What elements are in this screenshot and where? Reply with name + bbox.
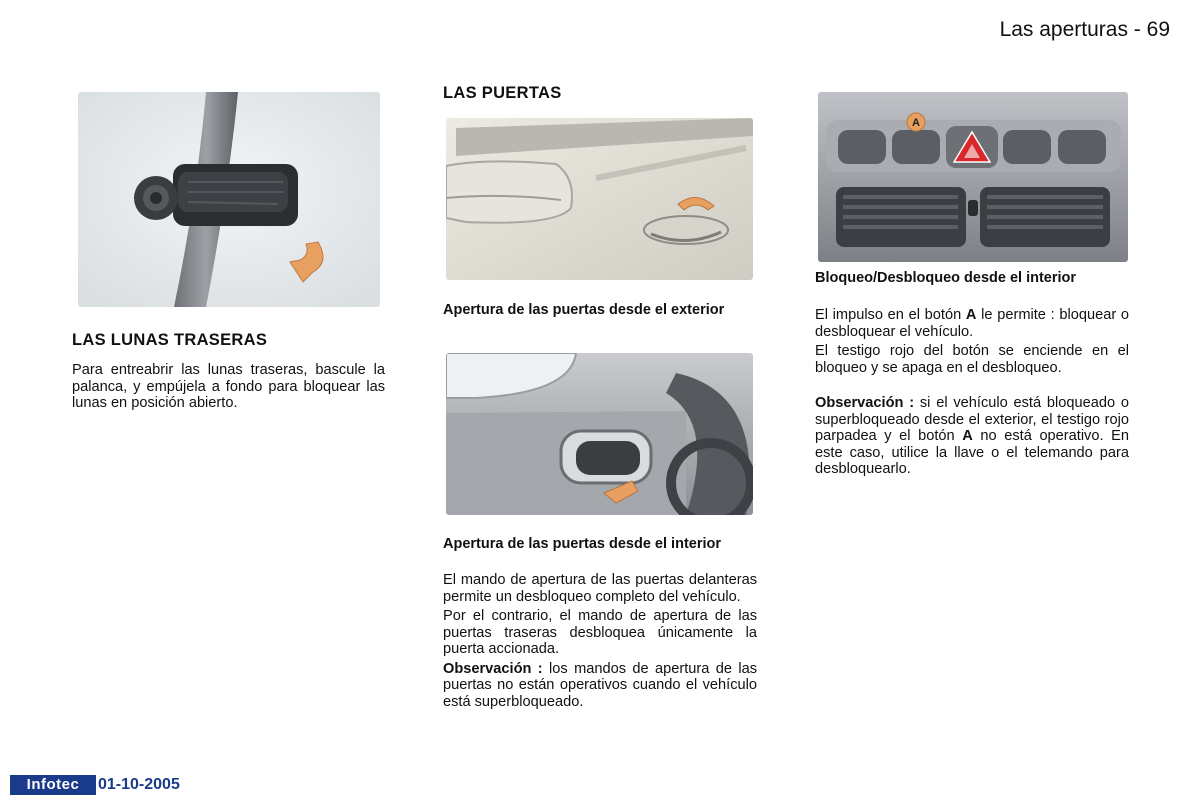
lock-note-label: Observación : [815,395,915,411]
rear-windows-heading: LAS LUNAS TRASERAS [72,331,268,349]
button-a-text-1: El impulso en el botón [815,307,966,323]
doors-note-paragraph [443,661,757,711]
interior-opening-heading: Apertura de las puertas desde el interior [443,536,722,552]
indicator-paragraph: El testigo rojo del botón se enciende en el bloqueo y se apaga en el desbloqueo. [815,343,1129,376]
button-a-key: A [965,307,977,323]
doors-heading: LAS PUERTAS [443,84,562,102]
exterior-door-handle-illustration [446,118,753,280]
button-a-text-2: le permite : bloquear o desbloquear el vehículo. [815,307,1129,340]
interior-lock-heading: Bloqueo/Desbloqueo desde el interior [815,270,1077,286]
exterior-opening-heading: Apertura de las puertas desde el exterior [443,302,725,318]
rear-windows-text: Para entreabrir las lunas traseras, bascule la palanca, y empújela a fondo para bloquear las lunas en posición abierto. [72,362,385,411]
interior-lock-body [815,307,1129,478]
rear-doors-paragraph: Por el contrario, el mando de apertura de las puertas traseras desbloquea únicamente la puerta accionada. [443,608,757,657]
edition-date: 01-10-2005 [98,776,180,793]
infotec-logo: Infotec [10,775,96,795]
lock-note-key: A [962,428,973,444]
lock-note-paragraph [815,395,1129,478]
lock-note-text-1: si el vehículo está bloqueado o superbloqueado desde el exterior, el testigo rojo parpadea y el botón [815,395,1129,444]
note-label: Observación : [443,660,543,677]
page-title: Las aperturas - 69 [999,18,1170,41]
interior-opening-body [443,572,757,710]
front-doors-paragraph: El mando de apertura de las puertas delanteras permite un desbloqueo completo del vehículo. [443,572,757,605]
note-text: los mandos de apertura de las puertas no están operativos cuando el vehículo está superbloqueado. [443,660,757,710]
dashboard-lock-button-illustration [818,92,1128,262]
lock-note-text-2: no está operativo. En este caso, utilice la llave o el telemando para desbloquearlo. [815,428,1129,477]
interior-door-handle-illustration [446,353,753,515]
rear-window-latch-illustration [78,92,380,307]
button-a-marker: A [912,117,920,129]
button-a-paragraph [815,307,1129,340]
